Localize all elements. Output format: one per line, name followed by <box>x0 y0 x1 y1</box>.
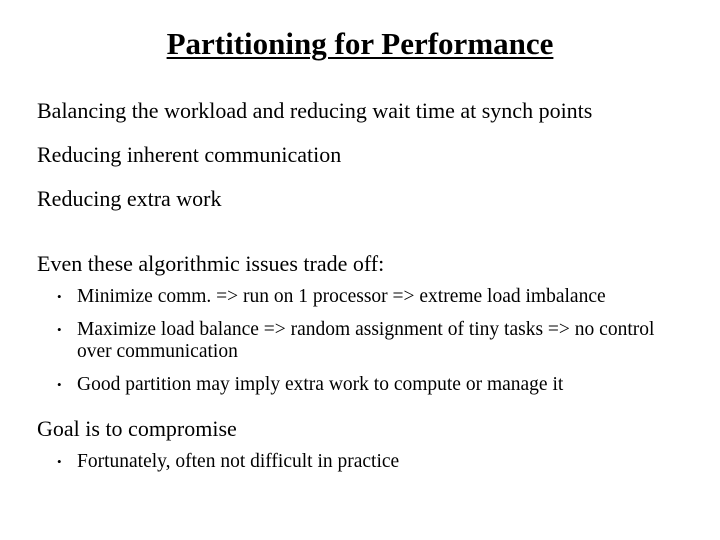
bullet-point-tradeoff: Even these algorithmic issues trade off: <box>37 251 385 276</box>
bullet-point-goal: Goal is to compromise <box>37 416 237 441</box>
bullet-glyph: • <box>57 377 62 392</box>
sub-bullet-text: Fortunately, often not difficult in practice <box>77 451 400 472</box>
sub-bullet-good-partition <box>57 374 697 396</box>
slide-title: Partitioning for Performance <box>166 26 554 61</box>
bullet-glyph: • <box>57 454 62 469</box>
sub-bullet-text: Maximize load balance => random assignment of tiny tasks => no control over communication <box>77 319 655 362</box>
sub-bullet-text: Good partition may imply extra work to compute or manage it <box>77 374 564 395</box>
bullet-point-communication: Reducing inherent communication <box>37 142 342 167</box>
bullet-point-workload: Balancing the workload and reducing wait time at synch points <box>37 98 593 123</box>
bullet-point-extra-work: Reducing extra work <box>37 186 222 211</box>
bullet-glyph: • <box>57 322 62 337</box>
sub-bullet-text: Minimize comm. => run on 1 processor => extreme load imbalance <box>77 286 606 307</box>
sub-bullet-minimize-comm <box>57 286 697 308</box>
sub-bullet-fortunately <box>57 451 697 473</box>
bullet-glyph: • <box>57 289 62 304</box>
sub-bullet-load-balance <box>57 319 697 363</box>
